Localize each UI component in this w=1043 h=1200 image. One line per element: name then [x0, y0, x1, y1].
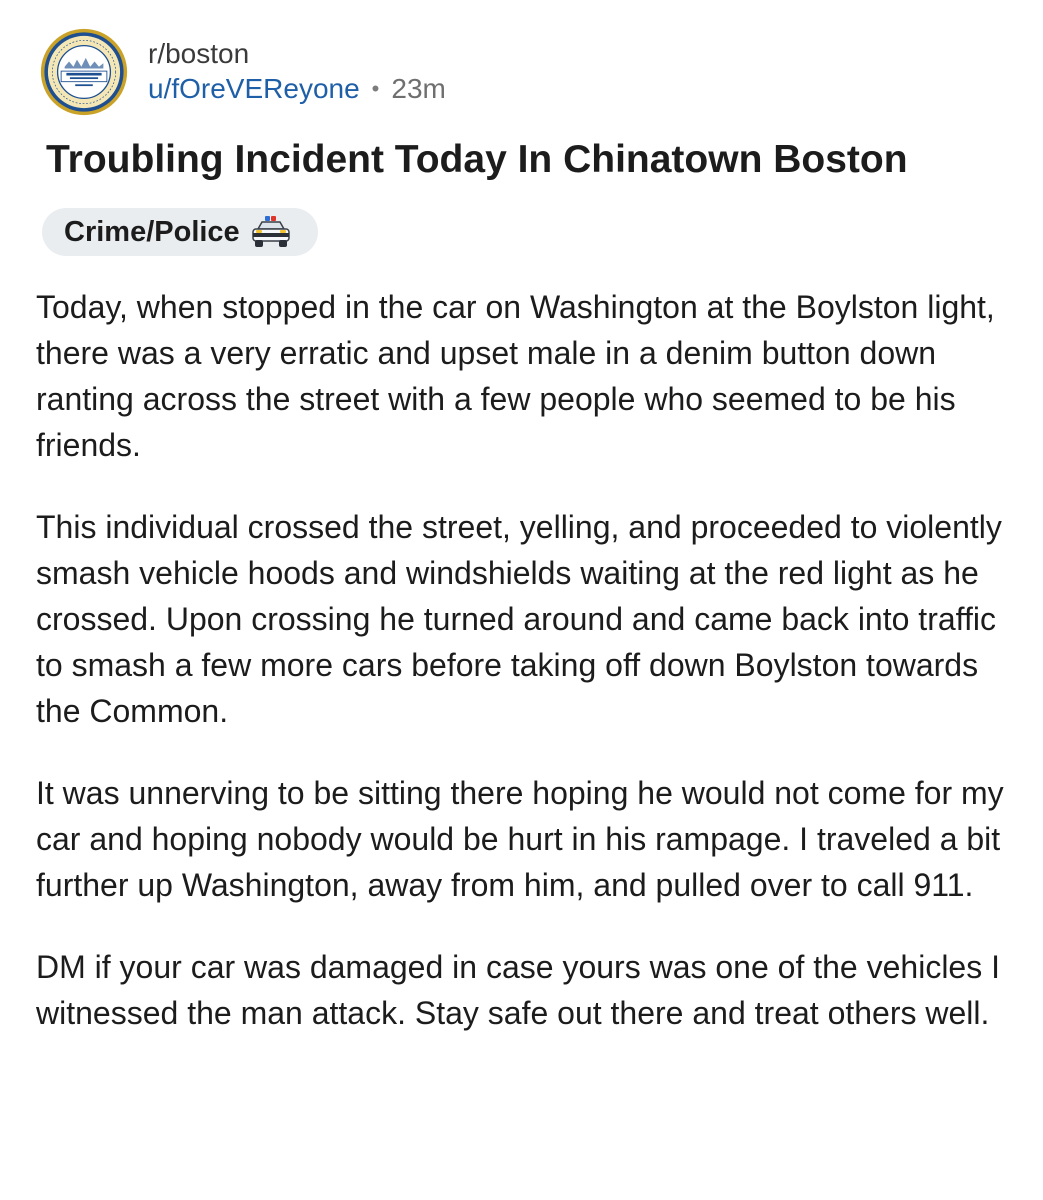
- subreddit-link[interactable]: r/boston: [148, 38, 250, 69]
- username-link[interactable]: u/fOreVEReyone: [148, 73, 360, 104]
- flair-label: Crime/Police: [64, 215, 240, 248]
- post-flair[interactable]: [42, 208, 318, 256]
- police-car-icon: [250, 215, 292, 249]
- post-paragraph: DM if your car was damaged in case yours was one of the vehicles I witnessed the man attack. Stay safe out there and treat others well.: [36, 949, 1000, 1031]
- boston-city-seal-icon[interactable]: [40, 28, 128, 116]
- post-card: [36, 18, 1016, 1072]
- separator-dot: •: [371, 76, 380, 101]
- post-header: [36, 18, 1016, 126]
- post-body: [36, 284, 1011, 1036]
- post-title[interactable]: Troubling Incident Today In Chinatown Boston: [46, 138, 908, 181]
- byline: [148, 71, 446, 107]
- post-meta: [148, 37, 446, 107]
- post-paragraph: Today, when stopped in the car on Washington at the Boylston light, there was a very erratic and upset male in a denim button down ranting across the street with a few people who seemed to be his friends.: [36, 289, 995, 463]
- post-age: 23m: [391, 73, 446, 104]
- post-paragraph: It was unnerving to be sitting there hoping he would not come for my car and hoping nobody would be hurt in his rampage. I traveled a bit further up Washington, away from him, and pulled over to call 911.: [36, 775, 1004, 903]
- post-paragraph: This individual crossed the street, yelling, and proceeded to violently smash vehicle hoods and windshields waiting at the red light as he crossed. Upon crossing he turned around and came back into traffic to smash a few more cars before taking off down Boylston towards the Common.: [36, 509, 1002, 729]
